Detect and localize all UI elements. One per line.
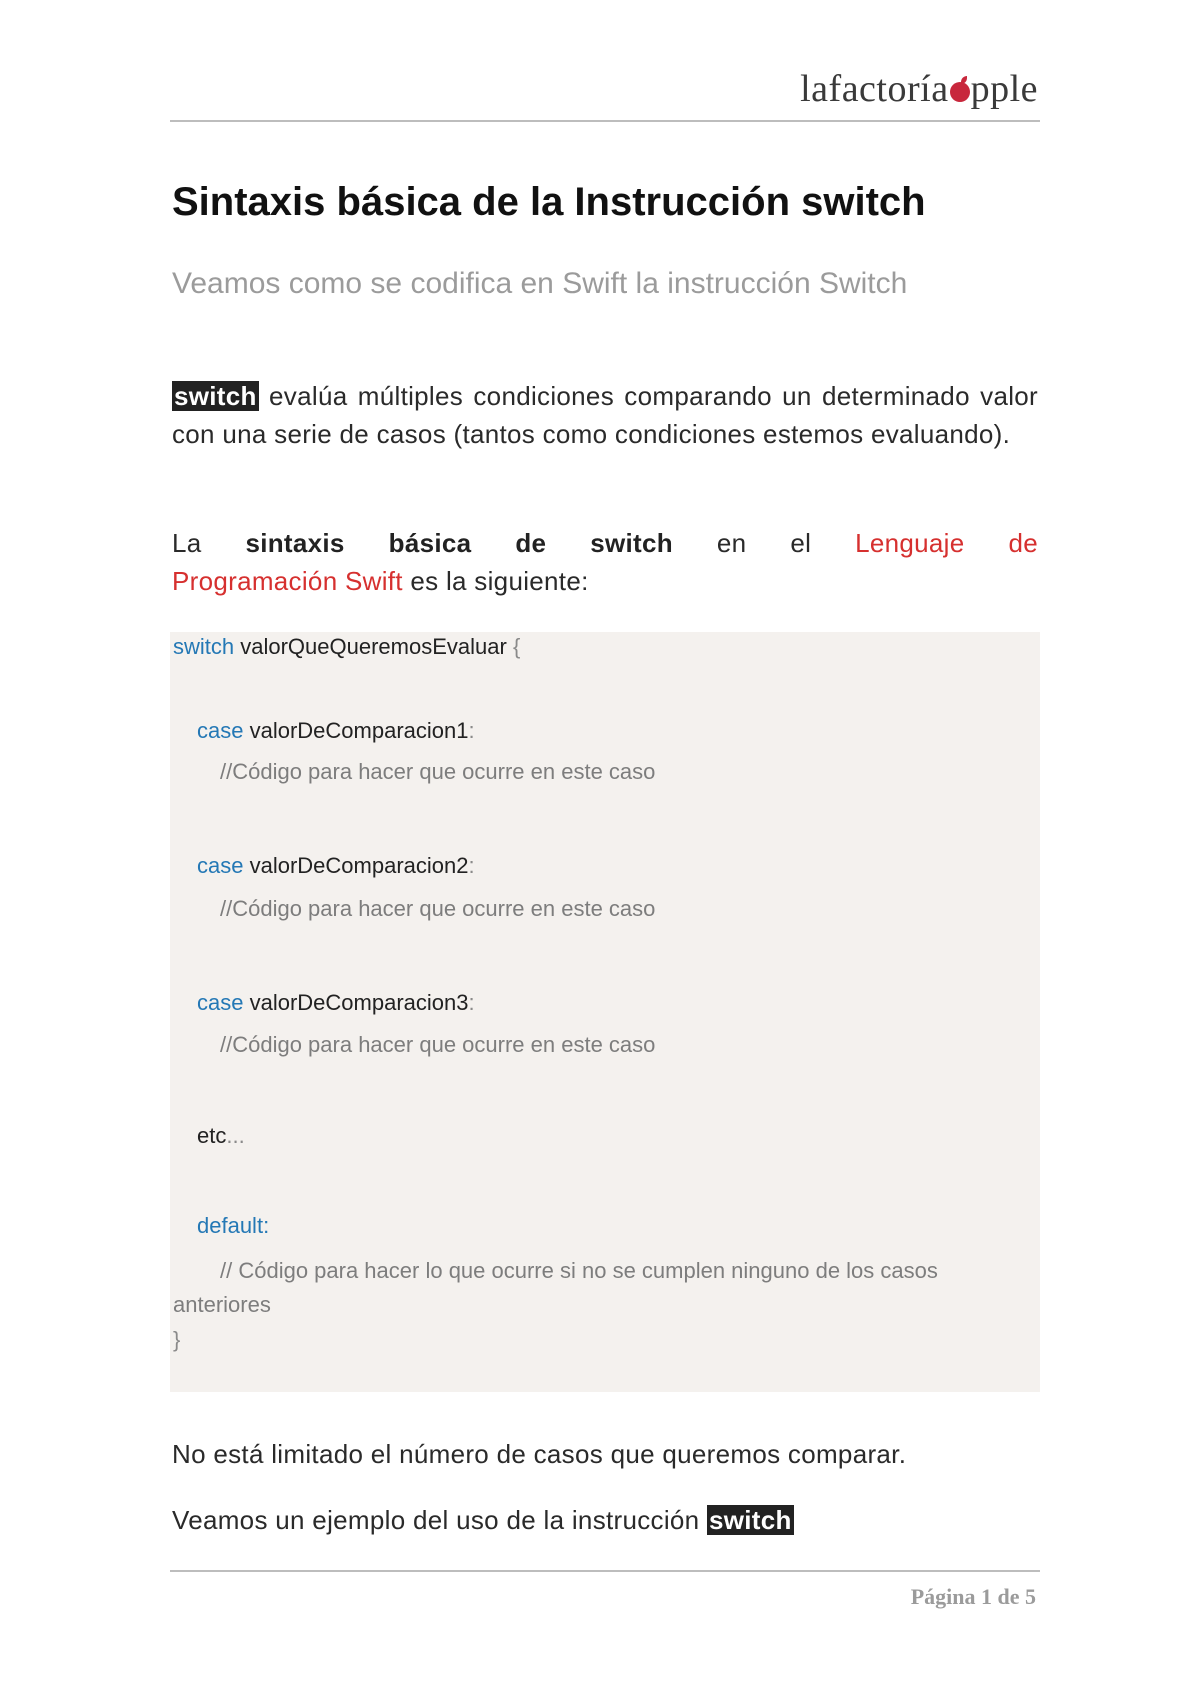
- page-header: [170, 60, 1040, 122]
- code-comment: //Código para hacer que ocurre en este caso: [220, 759, 656, 784]
- code-comment-continued: anteriores: [173, 1292, 271, 1317]
- code-line-case: [197, 716, 475, 746]
- code-colon: :: [468, 718, 475, 743]
- brand-logo: [800, 70, 1038, 108]
- page-subtitle: Veamos como se codifica en Swift la instrucción Switch: [172, 267, 908, 300]
- code-ellipsis: ...: [226, 1123, 245, 1148]
- syntax-paragraph: [172, 524, 1038, 600]
- code-keyword: case: [197, 718, 244, 743]
- code-brace: {: [512, 634, 521, 659]
- code-keyword: switch: [173, 634, 235, 659]
- cases-paragraph: No está limitado el número de casos que queremos comparar.: [172, 1439, 907, 1469]
- code-colon: :: [468, 853, 475, 878]
- code-identifier: valorDeComparacion2: [249, 853, 469, 878]
- syntax-bold-word: de: [515, 528, 547, 558]
- code-block: [170, 632, 1040, 1392]
- example-text: Veamos un ejemplo del uso de la instrucción: [172, 1505, 700, 1535]
- code-line-case: [197, 988, 475, 1018]
- swift-language-link[interactable]: Lenguaje: [855, 528, 965, 558]
- intro-text: evalúa múltiples condiciones comparando un determinado valor con una serie de casos (tantos como condiciones estemos evaluando).: [172, 381, 1038, 449]
- code-colon: :: [468, 990, 475, 1015]
- code-closing-brace: }: [173, 1327, 181, 1352]
- syntax-word: el: [790, 528, 812, 558]
- code-comment: //Código para hacer que ocurre en este caso: [220, 896, 656, 921]
- code-comment: // Código para hacer lo que ocurre si no se cumplen ninguno de los casos: [220, 1258, 938, 1283]
- switch-keyword-highlight: switch: [708, 1505, 792, 1535]
- code-keyword: default: [197, 1213, 264, 1238]
- code-identifier: valorDeComparacion3: [249, 990, 469, 1015]
- page-footer: [170, 1570, 1040, 1609]
- swift-language-link[interactable]: de: [1008, 528, 1038, 558]
- apple-dot-icon: [950, 82, 970, 102]
- code-identifier: valorQueQueremosEvaluar: [240, 634, 507, 659]
- syntax-bold-word: sintaxis: [245, 528, 345, 558]
- code-line-default: [197, 1211, 269, 1241]
- page-title: Sintaxis básica de la Instrucción switch: [172, 180, 926, 224]
- code-identifier: valorDeComparacion1: [249, 718, 469, 743]
- syntax-word: La: [172, 528, 202, 558]
- code-line-case: [197, 851, 475, 881]
- syntax-word: en: [716, 528, 747, 558]
- intro-paragraph: [172, 377, 1038, 453]
- syntax-text: es la siguiente:: [410, 566, 589, 596]
- code-keyword: case: [197, 990, 244, 1015]
- switch-keyword-highlight: switch: [174, 381, 257, 411]
- code-keyword: case: [197, 853, 244, 878]
- code-colon: :: [263, 1213, 270, 1238]
- code-line-etc: [197, 1121, 245, 1151]
- logo-text-suffix: pple: [970, 68, 1038, 110]
- page-number: Página 1 de 5: [910, 1584, 1036, 1609]
- code-identifier: etc: [197, 1123, 227, 1148]
- swift-language-link[interactable]: Programación Swift: [172, 566, 403, 596]
- syntax-bold-word: básica: [388, 528, 472, 558]
- code-line-switch: [173, 632, 520, 662]
- code-comment: //Código para hacer que ocurre en este caso: [220, 1032, 656, 1057]
- logo-text: lafactoría: [800, 68, 949, 110]
- example-paragraph: [172, 1501, 794, 1539]
- syntax-bold-word: switch: [590, 528, 673, 558]
